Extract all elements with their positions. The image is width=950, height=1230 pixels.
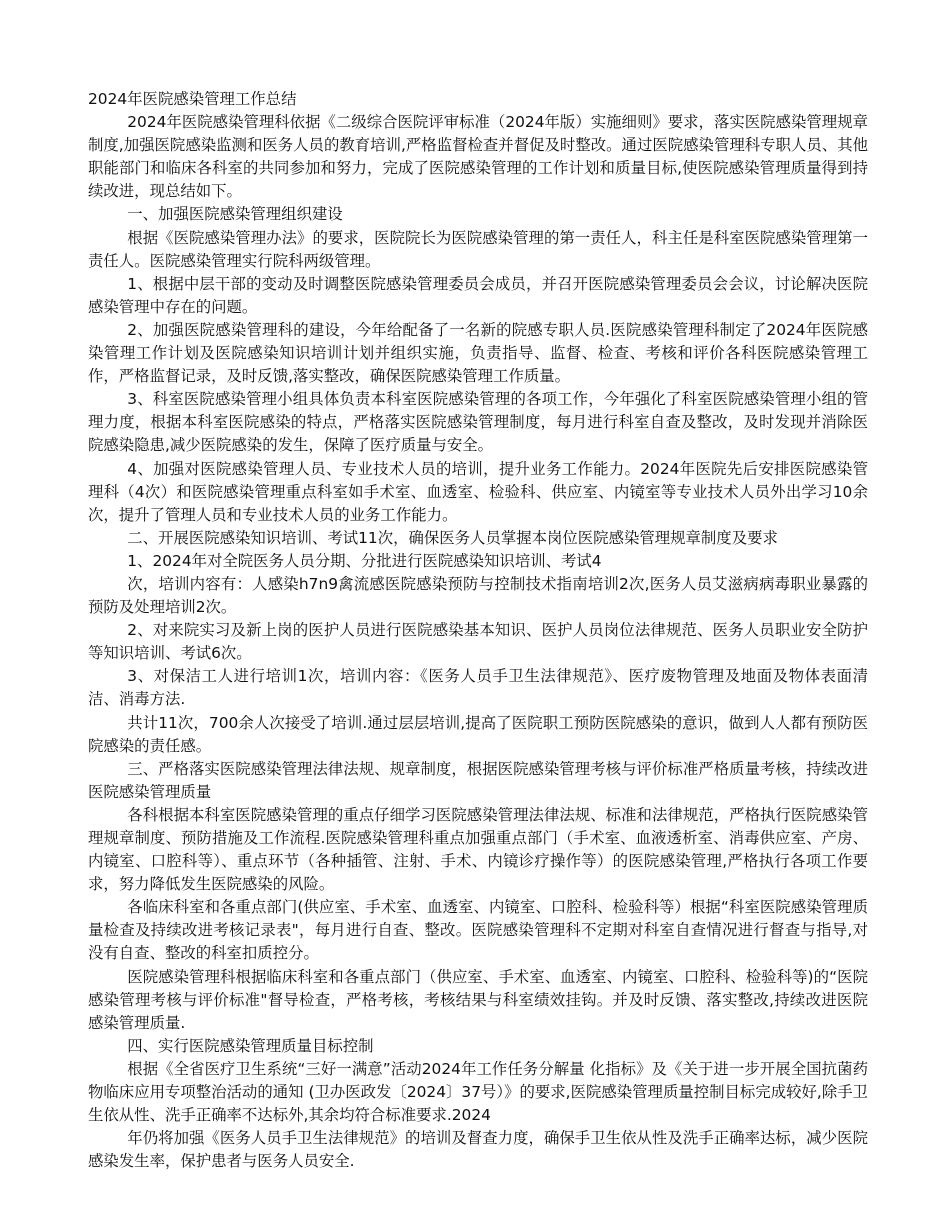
paragraph: 年仍将加强《医务人员手卫生法律规范》的培训及督查力度，确保手卫生依从性及洗手正确率达标，减少医院感染发生率，保护患者与医务人员安全.: [88, 1129, 868, 1171]
paragraph: 三、严格落实医院感染管理法律法规、规章制度，根据医院感染管理考核与评价标准严格质量考核，持续改进医院感染管理质量: [88, 759, 868, 801]
document-title: 2024年医院感染管理工作总结: [88, 90, 297, 108]
paragraph: 各科根据本科室医院感染管理的重点仔细学习医院感染管理法律法规、标准和法律规范，严格执行医院感染管理规章制度、预防措施及工作流程.医院感染管理科重点加强重点部门（手术室、血液透析室、消毒供应室、产房、内镜室、口腔科等）、重点环节（各种插管、注射、手术、内镜诊疗操作等）的医院感染管理,严格执行各项工作要求，努力降低发生医院感染的风险。: [88, 805, 868, 894]
paragraph: 3、对保洁工人进行培训1次，培训内容：《医务人员手卫生法律规范》、医疗废物管理及地面及物体表面清洁、消毒方法.: [88, 667, 868, 709]
paragraph: 1、根据中层干部的变动及时调整医院感染管理委员会成员，并召开医院感染管理委员会会议，讨论解决医院感染管理中存在的问题。: [88, 274, 868, 316]
paragraph: 3、科室医院感染管理小组具体负责本科室医院感染管理的各项工作，今年强化了科室医院感染管理小组的管理力度，根据本科室医院感染的特点，严格落实医院感染管理制度，每月进行科室自查及整改，及时发现并消除医院感染隐患,减少医院感染的发生，保障了医疗质量与安全。: [88, 390, 868, 455]
paragraph: 各临床科室和各重点部门(供应室、手术室、血透室、内镜室、口腔科、检验科等）根据“科室医院感染管理质量检查及持续改进考核记录表"，每月进行自查、整改。医院感染管理科不定期对科室自查情况进行督查与指导,对没有自查、整改的科室扣质控分。: [88, 898, 868, 963]
paragraph: 次，培训内容有：人感染h7n9禽流感医院感染预防与控制技术指南培训2次,医务人员艾滋病病毒职业暴露的预防及处理培训2次。: [88, 574, 868, 617]
paragraph-list: [88, 111, 868, 1173]
paragraph: 四、实行医院感染管理质量目标控制: [127, 1036, 374, 1055]
paragraph: 医院感染管理科根据临床科室和各重点部门（供应室、手术室、血透室、内镜室、口腔科、检验科等)的“医院感染管理考核与评价标准"督导检查，严格考核，考核结果与科室绩效挂钩。并及时反馈、落实整改,持续改进医院感染管理质量.: [88, 967, 868, 1032]
paragraph: 4、加强对医院感染管理人员、专业技术人员的培训，提升业务工作能力。2024年医院先后安排医院感染管理科（4次）和医院感染管理重点科室如手术室、血透室、检验科、供应室、内镜室等专业技术人员外出学习10余次，提升了管理人员和专业技术人员的业务工作能力。: [88, 459, 868, 524]
paragraph: 1、2024年对全院医务人员分期、分批进行医院感染知识培训、考试4: [127, 551, 602, 570]
paragraph: 根据《全省医疗卫生系统“三好一满意”活动2024年工作任务分解量 化指标》及《关于进一步开展全国抗菌药物临床应用专项整治活动的通知 (卫办医政发〔2024〕37号）》的要求,医院感染管理质量控制目标完成较好,除手卫生依从性、洗手正确率不达标外,其余均符合标准要求.2024: [88, 1059, 868, 1125]
paragraph: 2024年医院感染管理科依据《二级综合医院评审标准（2024年版）实施细则》要求，落实医院感染管理规章制度,加强医院感染监测和医务人员的教育培训,严格监督检查并督促及时整改。通过医院感染管理科专职人员、其他职能部门和临床各科室的共同参加和努力，完成了医院感染管理的工作计划和质量目标,使医院感染管理质量得到持续改进，现总结如下。: [88, 113, 868, 201]
paragraph: 一、加强医院感染管理组织建设: [127, 205, 343, 224]
document-body: [88, 88, 868, 1173]
paragraph: 2、加强医院感染管理科的建设，今年给配备了一名新的院感专职人员.医院感染管理科制定了2024年医院感染管理工作计划及医院感染知识培训计划并组织实施，负责指导、监督、检查、考核和评价各科医院感染管理工作，严格监督记录，及时反馈,落实整改，确保医院感染管理工作质量。: [88, 320, 868, 386]
paragraph: 2、对来院实习及新上岗的医护人员进行医院感染基本知识、医护人员岗位法律规范、医务人员职业安全防护等知识培训、考试6次。: [88, 621, 868, 663]
paragraph: 二、开展医院感染知识培训、考试11次，确保医务人员掌握本岗位医院感染管理规章制度及要求: [127, 528, 778, 547]
paragraph: 根据《医院感染管理办法》的要求，医院院长为医院感染管理的第一责任人，科主任是科室医院感染管理第一责任人。医院感染管理实行院科两级管理。: [88, 228, 868, 270]
paragraph: 共计11次，700余人次接受了培训.通过层层培训,提高了医院职工预防医院感染的意识，做到人人都有预防医院感染的责任感。: [88, 713, 868, 755]
